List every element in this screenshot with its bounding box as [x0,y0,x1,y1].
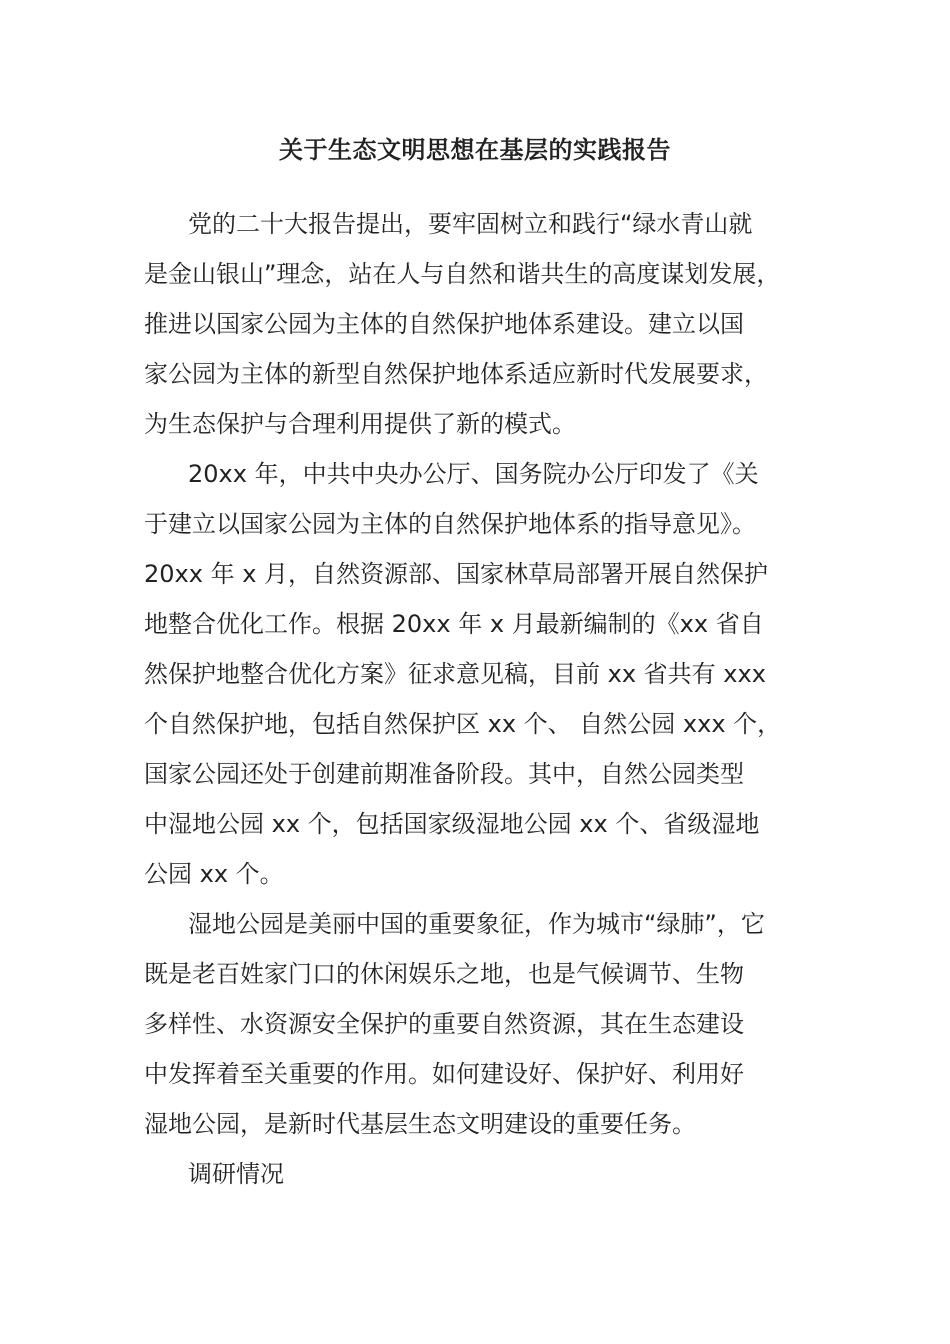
paragraph-2-line-9: 公园 xx 个。 [144,860,284,888]
paragraph-2-line-5: 然保护地整合优化方案》征求意见稿，目前 xx 省共有 xxx [144,660,766,688]
paragraph-2-line-2: 于建立以国家公园为主体的自然保护地体系的指导意见》。 [144,510,756,538]
paragraph-3-line-5: 湿地公园，是新时代基层生态文明建设的重要任务。 [144,1110,696,1138]
paragraph-1-line-1: 党的二十大报告提出，要牢固树立和践行“绿水青山就 [188,210,753,238]
paragraph-3-line-2: 既是老百姓家门口的休闲娱乐之地，也是气候调节、生物 [144,960,744,988]
paragraph-1-line-5: 为生态保护与合理利用提供了新的模式。 [144,410,576,438]
paragraph-3-line-4: 中发挥着至关重要的作用。如何建设好、保护好、利用好 [144,1060,744,1088]
paragraph-1-line-2: 是金山银山”理念，站在人与自然和谐共生的高度谋划发展， [144,260,781,288]
paragraph-3-line-3: 多样性、水资源安全保护的重要自然资源，其在生态建设 [144,1010,744,1038]
paragraph-2-line-3: 20xx 年 x 月，自然资源部、国家林草局部署开展自然保护 [144,560,769,588]
section-heading-survey: 调研情况 [188,1160,284,1188]
paragraph-3-line-1: 湿地公园是美丽中国的重要象征，作为城市“绿肺”，它 [188,910,765,938]
paragraph-1-line-3: 推进以国家公园为主体的自然保护地体系建设。建立以国 [144,310,744,338]
paragraph-2-line-1: 20xx 年，中共中央办公厅、国务院办公厅印发了《关 [188,460,759,488]
document-title: 关于生态文明思想在基层的实践报告 [279,136,671,164]
paragraph-2-line-4: 地整合优化工作。根据 20xx 年 x 月最新编制的《xx 省自 [144,610,764,638]
paragraph-1-line-4: 家公园为主体的新型自然保护地体系适应新时代发展要求， [144,360,768,388]
paragraph-2-line-6: 个自然保护地，包括自然保护区 xx 个、 自然公园 xxx 个， [144,710,782,738]
paragraph-2-line-8: 中湿地公园 xx 个，包括国家级湿地公园 xx 个、省级湿地 [144,810,760,838]
paragraph-2-line-7: 国家公园还处于创建前期准备阶段。其中，自然公园类型 [144,760,744,788]
